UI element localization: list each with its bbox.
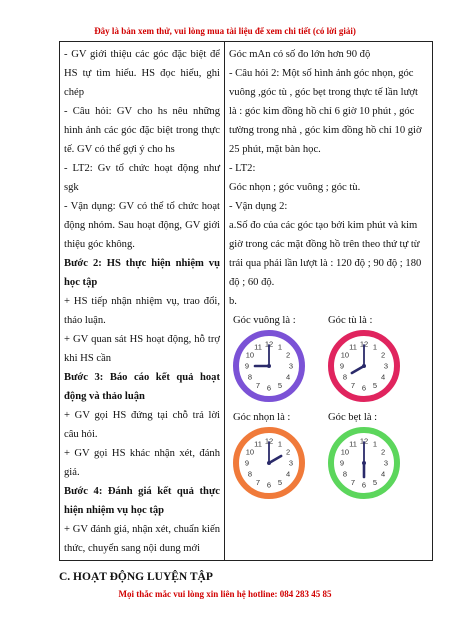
clock-number: 12 <box>264 339 274 349</box>
clock-label: Góc tù là : <box>328 315 373 326</box>
answer-paragraph: - Vận dụng 2: <box>229 201 288 212</box>
clock-face <box>233 330 323 402</box>
paragraph <box>64 197 220 254</box>
clock-number: 9 <box>244 458 250 468</box>
clock-number: 2 <box>380 447 386 457</box>
paragraph-text: + GV gọi HS đứng tại chỗ trả lời câu hỏi. <box>64 410 220 440</box>
clock-number: 11 <box>254 342 262 352</box>
clock-number: 9 <box>339 458 345 468</box>
lesson-table <box>59 41 433 561</box>
clock-svg <box>328 330 400 402</box>
clock-svg <box>328 427 400 499</box>
clock-number: 10 <box>340 447 350 457</box>
clock-number: 2 <box>380 350 386 360</box>
clock-number: 4 <box>285 372 291 382</box>
clock-number: 7 <box>255 380 261 390</box>
paragraph-text: - Câu hỏi: GV cho hs nêu những hình ảnh các góc đặc biệt trong thực tế. GV có thể gợi ý cho hs <box>64 106 220 155</box>
clock-center <box>362 364 366 368</box>
clock-number: 3 <box>288 361 294 371</box>
clock-number: 1 <box>277 342 283 352</box>
answer-paragraph: Góc mAn có số đo lớn hơn 90 độ <box>229 49 371 60</box>
paragraph <box>64 102 220 159</box>
clock-face <box>233 427 323 499</box>
preview-banner: Đây là bản xem thử, vui lòng mua tài liệu để xem chi tiết (có lời giải) <box>94 26 356 36</box>
clock-number: 12 <box>264 436 274 446</box>
clock-number: 8 <box>342 372 348 382</box>
clock-center <box>267 364 271 368</box>
clock-label: Góc bẹt là : <box>328 412 378 423</box>
answer-paragraph: Góc nhọn ; góc vuông ; góc tù. <box>229 182 361 193</box>
clock-number: 4 <box>380 469 386 479</box>
clock-cell <box>328 311 418 402</box>
clock-number: 1 <box>372 439 378 449</box>
answer-paragraph: a.Số đo của các góc tạo bởi kim phút và kim giờ trong các mặt đồng hồ trên theo thứ tự từ trái qua phải lần lượt là : 120 độ ; 90 độ ; 180 độ ; 60 độ. <box>229 220 422 288</box>
clock-number: 11 <box>254 439 262 449</box>
answer-paragraph: - Câu hỏi 2: Một số hình ảnh góc nhọn, góc vuông ,góc tù , góc bẹt trong thực tế lần lượt là : góc kim đồng hồ chỉ 6 giờ 10 phút , góc tường trong nhà , góc kim đồng hồ chỉ 10 giờ 25 phút, mặt bàn học. <box>229 68 422 155</box>
section-title: C. HOẠT ĐỘNG LUYỆN TẬP <box>59 571 213 583</box>
clock-number: 5 <box>372 477 378 487</box>
clock-number: 10 <box>245 350 255 360</box>
paragraph <box>64 444 220 482</box>
clock-number: 10 <box>245 447 255 457</box>
clock-number: 4 <box>380 372 386 382</box>
clock-number: 6 <box>266 383 272 393</box>
clock-number: 3 <box>383 361 389 371</box>
clock-row-2 <box>229 408 428 499</box>
clock-number: 10 <box>340 350 350 360</box>
clock-face <box>328 427 418 499</box>
paragraph-text: + GV quan sát HS hoạt động, hỗ trợ khi HS cần <box>64 334 220 364</box>
clock-row-1 <box>229 311 428 402</box>
clock-cell <box>233 408 323 499</box>
clock-number: 7 <box>350 477 356 487</box>
student-answer-column <box>225 42 433 561</box>
teacher-activity-column <box>60 42 225 561</box>
clock-number: 2 <box>285 447 291 457</box>
paragraph-text: - LT2: Gv tổ chức hoạt động như sgk <box>64 163 220 193</box>
clock-center <box>362 461 366 465</box>
hotline-banner: Mọi thắc mắc vui lòng xin liên hệ hotline: 084 283 45 85 <box>118 589 332 599</box>
clock-number: 5 <box>372 380 378 390</box>
paragraph <box>64 520 220 558</box>
clock-number: 5 <box>277 380 283 390</box>
clock-number: 12 <box>359 339 369 349</box>
paragraph <box>64 330 220 368</box>
clock-number: 7 <box>350 380 356 390</box>
paragraph-text: + GV gọi HS khác nhận xét, đánh giá. <box>64 448 220 478</box>
clock-cell <box>233 311 323 402</box>
step-heading-text: Bước 3: Báo cáo kết quả hoạt động và thảo luận <box>64 372 220 402</box>
step-heading-text: Bước 4: Đánh giá kết quả thực hiện nhiệm vụ học tập <box>64 486 220 516</box>
step-heading <box>64 482 220 520</box>
clock-number: 11 <box>349 342 357 352</box>
paragraph <box>64 292 220 330</box>
clock-number: 7 <box>255 477 261 487</box>
clock-number: 5 <box>277 477 283 487</box>
clock-svg <box>233 330 305 402</box>
step-heading-text: Bước 2: HS thực hiện nhiệm vụ học tập <box>64 258 220 288</box>
clock-cell <box>328 408 418 499</box>
paragraph-text: + HS tiếp nhận nhiệm vụ, trao đổi, thảo luận. <box>64 296 220 326</box>
clock-number: 2 <box>285 350 291 360</box>
clock-label: Góc nhọn là : <box>233 412 291 423</box>
answer-paragraph: - LT2: <box>229 163 256 174</box>
clock-number: 11 <box>349 439 357 449</box>
step-heading <box>64 368 220 406</box>
clock-label: Góc vuông là : <box>233 315 296 326</box>
clock-number: 4 <box>285 469 291 479</box>
paragraph <box>64 406 220 444</box>
clock-face <box>328 330 418 402</box>
paragraph-text: + GV đánh giá, nhận xét, chuẩn kiến thức, chuyển sang nội dung mới <box>64 524 220 554</box>
clock-number: 9 <box>339 361 345 371</box>
clock-number: 9 <box>244 361 250 371</box>
clock-number: 3 <box>383 458 389 468</box>
clock-number: 3 <box>288 458 294 468</box>
clock-number: 6 <box>266 480 272 490</box>
paragraph <box>64 159 220 197</box>
answer-paragraph: b. <box>229 296 237 307</box>
paragraph-text: - Vận dụng: GV có thể tổ chức hoạt động nhóm. Sau hoạt động, GV giới thiệu góc không. <box>64 201 220 250</box>
clock-number: 8 <box>247 469 253 479</box>
clock-number: 6 <box>361 383 367 393</box>
clock-center <box>267 461 271 465</box>
clock-number: 1 <box>277 439 283 449</box>
clock-number: 1 <box>372 342 378 352</box>
paragraph-text: - GV giới thiệu các góc đặc biệt để HS tự tìm hiểu. HS đọc hiểu, ghi chép <box>64 49 220 98</box>
step-heading <box>64 254 220 292</box>
clock-number: 8 <box>247 372 253 382</box>
paragraph <box>64 45 220 102</box>
clock-number: 12 <box>359 436 369 446</box>
clock-number: 6 <box>361 480 367 490</box>
clock-svg <box>233 427 305 499</box>
clock-number: 8 <box>342 469 348 479</box>
